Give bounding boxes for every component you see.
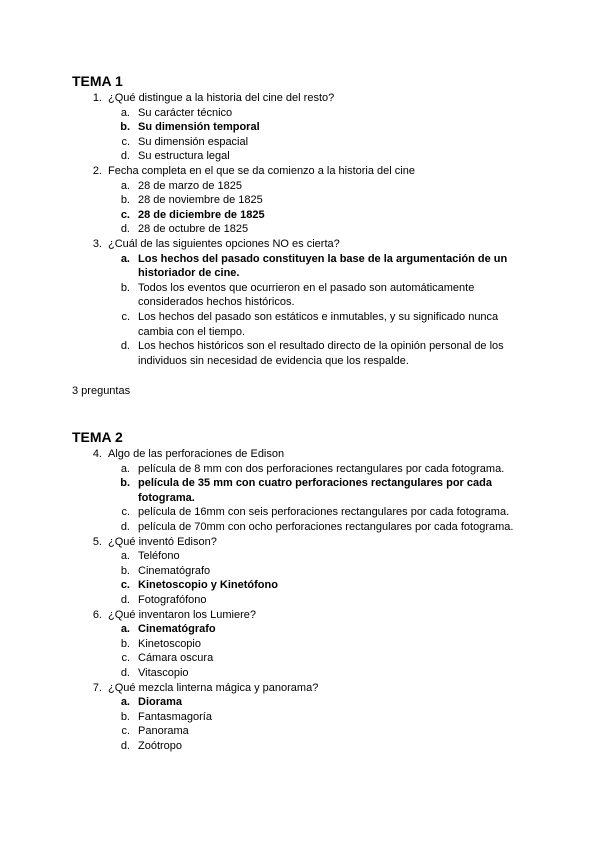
option-text: Los hechos del pasado constituyen la base de la argumentación de un historiador de cine.: [138, 252, 508, 280]
option-letter: b.: [120, 637, 130, 650]
option-item: [72, 179, 532, 194]
option-letter: a.: [120, 252, 130, 265]
option-text: película de 35 mm con cuatro perforaciones rectangulares por cada fotograma.: [138, 477, 492, 504]
option-item: [72, 135, 532, 150]
tema-2-question-list: [72, 447, 532, 753]
option-text: Su dimensión temporal: [138, 121, 260, 134]
question-text: ¿Cuál de las siguientes opciones NO es cierta?: [108, 237, 340, 250]
option-item: [72, 651, 532, 666]
option-text: 28 de octubre de 1825: [138, 223, 249, 236]
option-text: Los hechos del pasado son estáticos e inmutables, y su significado nunca cambia con el tiempo.: [138, 310, 499, 338]
option-list: [72, 106, 532, 164]
option-text: Su carácter técnico: [138, 106, 233, 119]
option-item: [72, 520, 532, 535]
option-list: [72, 179, 532, 237]
option-letter: d.: [120, 520, 130, 533]
question-number: 4.: [92, 448, 102, 460]
option-letter: d.: [120, 223, 130, 236]
option-letter: c.: [121, 310, 130, 323]
option-letter: b.: [120, 710, 130, 723]
question-item: [72, 447, 532, 535]
option-letter: a.: [120, 623, 130, 636]
option-list: [72, 549, 532, 607]
option-letter: d.: [120, 739, 130, 752]
option-item-correct: [72, 622, 532, 637]
option-letter: a.: [120, 696, 130, 709]
option-item: [72, 339, 532, 368]
option-letter: c.: [120, 208, 130, 221]
option-list: [72, 622, 532, 680]
option-item-correct: [72, 695, 532, 710]
option-item: [72, 281, 532, 310]
option-text: Fotografófono: [138, 593, 207, 606]
option-item-correct: [72, 208, 532, 223]
tema-1-heading: TEMA 1: [72, 73, 123, 89]
option-letter: c.: [121, 652, 130, 665]
option-text: Cámara oscura: [138, 652, 214, 665]
option-item: [72, 724, 532, 739]
question-number: 3.: [92, 237, 102, 250]
option-text: 28 de marzo de 1825: [138, 179, 242, 192]
option-item: [72, 149, 532, 164]
option-text: Cinematógrafo: [138, 623, 216, 636]
option-text: 28 de noviembre de 1825: [138, 194, 263, 207]
option-letter: d.: [120, 666, 130, 679]
option-text: Los hechos históricos son el resultado directo de la opinión personal de los individuos sin necesidad de evidencia que los respalde.: [138, 340, 504, 367]
option-letter: d.: [120, 340, 130, 353]
option-item-correct: [72, 578, 532, 593]
option-item: [72, 505, 532, 520]
option-list: [72, 695, 532, 753]
question-item: [72, 91, 532, 164]
option-item: [72, 593, 532, 608]
question-number: 2.: [92, 164, 102, 177]
question-text: ¿Qué inventaron los Lumiere?: [108, 608, 256, 621]
option-item: [72, 739, 532, 754]
tema-1-question-list: [72, 91, 532, 368]
option-letter: b.: [120, 281, 130, 294]
option-letter: a.: [120, 462, 130, 475]
option-letter: b.: [120, 564, 130, 577]
option-item: [72, 666, 532, 681]
question-item: [72, 535, 532, 608]
option-letter: b.: [120, 477, 130, 490]
option-letter: c.: [121, 135, 130, 148]
option-text: película de 70mm con ocho perforaciones rectangulares por cada fotograma.: [138, 520, 514, 533]
option-letter: d.: [120, 150, 130, 163]
option-item: [72, 193, 532, 208]
tema-2-heading: TEMA 2: [72, 429, 123, 445]
question-item: [72, 237, 532, 368]
tema-1-section: [72, 72, 532, 368]
question-text: Fecha completa en el que se da comienzo a la historia del cine: [108, 164, 415, 177]
option-text: Su estructura legal: [138, 150, 230, 163]
option-item-correct: [72, 120, 532, 135]
option-text: película de 16mm con seis perforaciones rectangulares por cada fotograma.: [138, 506, 510, 519]
tema-2-section: [72, 428, 532, 753]
option-item: [72, 549, 532, 564]
question-number: 6.: [92, 608, 102, 621]
option-item: [72, 710, 532, 725]
option-letter: a.: [120, 106, 130, 119]
option-letter: b.: [120, 194, 130, 207]
option-text: Fantasmagoría: [138, 710, 212, 723]
option-text: Cinematógrafo: [138, 564, 211, 577]
option-item: [72, 310, 532, 339]
question-number: 1.: [92, 92, 102, 104]
question-number: 7.: [92, 681, 102, 694]
question-count: 3 preguntas: [72, 385, 131, 397]
option-item: [72, 564, 532, 579]
option-item: [72, 222, 532, 237]
question-item: [72, 608, 532, 681]
question-text: ¿Qué mezcla linterna mágica y panorama?: [108, 681, 319, 694]
option-text: Su dimensión espacial: [138, 135, 249, 148]
option-text: Vitascopio: [138, 666, 189, 679]
question-text: Algo de las perforaciones de Edison: [108, 448, 285, 460]
question-item: [72, 681, 532, 754]
question-text: ¿Qué inventó Edison?: [108, 535, 217, 548]
option-item-correct: [72, 252, 532, 281]
option-item: [72, 462, 532, 477]
option-text: Todos los eventos que ocurrieron en el pasado son automáticamente considerados hechos históricos.: [138, 281, 475, 309]
question-number: 5.: [92, 535, 102, 548]
question-item: [72, 164, 532, 237]
option-text: Diorama: [138, 696, 183, 709]
option-letter: c.: [121, 506, 130, 519]
option-text: Kinetoscopio: [138, 637, 201, 650]
question-text: ¿Qué distingue a la historia del cine del resto?: [108, 92, 335, 104]
option-item: [72, 637, 532, 652]
option-text: película de 8 mm con dos perforaciones rectangulares por cada fotograma.: [138, 462, 505, 475]
option-item-correct: [72, 476, 532, 505]
option-letter: a.: [120, 550, 130, 563]
option-text: 28 de diciembre de 1825: [138, 208, 265, 221]
option-letter: a.: [120, 179, 130, 192]
option-letter: b.: [120, 121, 130, 134]
option-list: [72, 252, 532, 369]
option-list: [72, 462, 532, 535]
option-text: Teléfono: [138, 550, 180, 563]
option-letter: d.: [120, 593, 130, 606]
option-text: Zoótropo: [138, 739, 183, 752]
option-letter: c.: [120, 579, 130, 592]
option-letter: c.: [121, 725, 130, 738]
option-item: [72, 106, 532, 121]
option-text: Kinetoscopio y Kinetófono: [138, 579, 278, 592]
option-text: Panorama: [138, 725, 189, 738]
